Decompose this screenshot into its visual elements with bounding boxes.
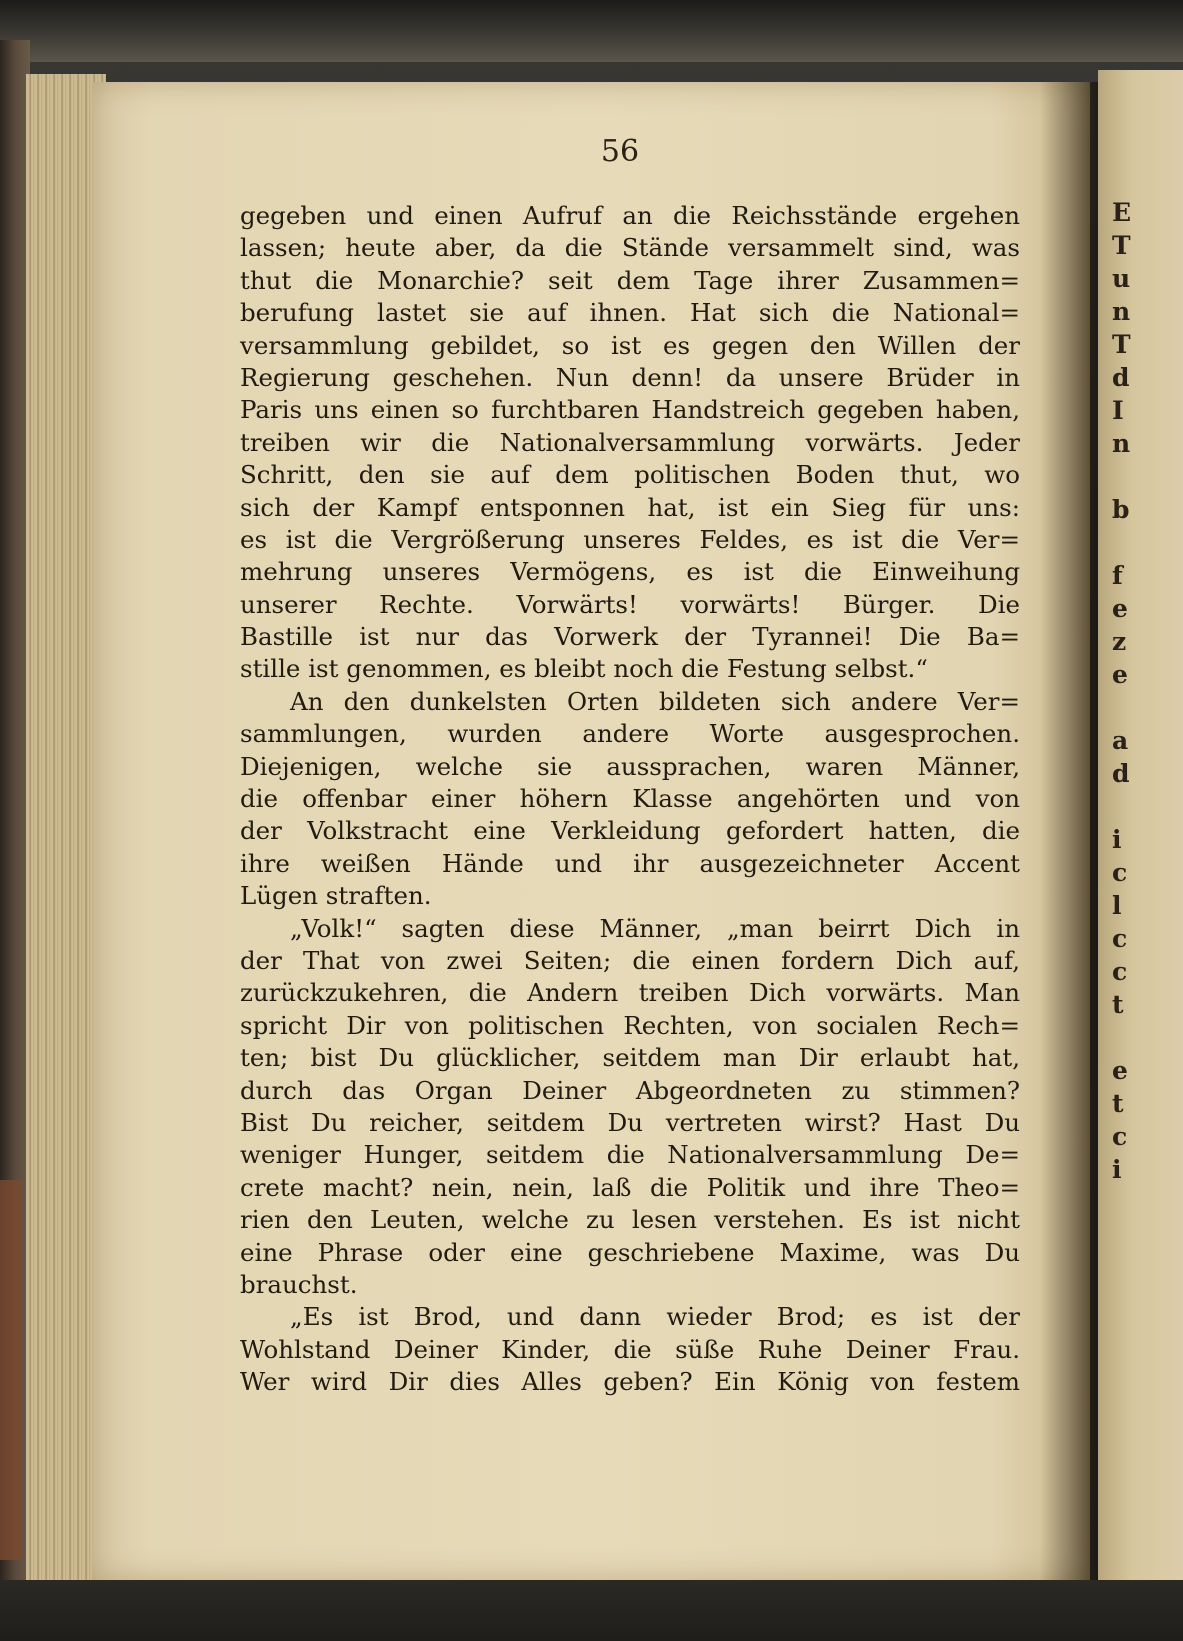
facing-page-fragment <box>1112 1351 1182 1384</box>
text-line: unserer Rechte. Vorwärts! vorwärts! Bürger. Die <box>240 589 1020 619</box>
facing-page-fragment: c <box>1112 924 1128 953</box>
text-line: es ist die Vergrößerung unseres Feldes, es ist die Ver= <box>240 524 1020 554</box>
facing-page-fragment: c <box>1112 957 1128 986</box>
facing-page-fragment: b <box>1112 495 1130 524</box>
text-line: der That von zwei Seiten; die einen fordern Dich auf, <box>240 945 1020 975</box>
facing-page-fragment <box>1112 460 1182 493</box>
facing-page-fragment: e <box>1112 660 1128 689</box>
facing-page-fragment <box>1112 1186 1182 1219</box>
facing-page-fragment <box>1112 1285 1182 1318</box>
text-line: rien den Leuten, welche zu lesen verstehen. Es ist nicht <box>240 1205 1020 1235</box>
text-line: gegeben und einen Aufruf an die Reichsstände ergehen <box>240 201 1020 230</box>
text-line: ten; bist Du glücklicher, seitdem man Dir erlaubt hat, <box>240 1043 1020 1073</box>
facing-page-fragment: i <box>1112 1155 1122 1184</box>
text-line: thut die Monarchie? seit dem Tage ihrer Zusammen= <box>240 265 1020 295</box>
text-line: treiben wir die Nationalversammlung vorwärts. Jeder <box>240 427 1020 457</box>
text-line: An den dunkelsten Orten bildeten sich andere Ver= <box>290 686 1020 716</box>
facing-page-fragment: d <box>1112 759 1130 788</box>
text-line: Diejenigen, welche sie aussprachen, waren Männer, <box>240 751 1020 781</box>
facing-page-fragment <box>1112 790 1182 823</box>
text-line: crete macht? nein, nein, laß die Politik und ihre Theo= <box>240 1172 1020 1202</box>
facing-page-fragment: e <box>1112 1056 1128 1085</box>
facing-page-fragment: c <box>1112 858 1128 887</box>
text-line: Paris uns einen so furchtbaren Handstreich gegeben haben, <box>240 395 1020 425</box>
page-number: 56 <box>600 134 640 169</box>
text-line: ihre weißen Hände und ihr ausgezeichneter Accent <box>240 848 1020 878</box>
facing-page-fragment <box>1112 691 1182 724</box>
text-line: stille ist genommen, es bleibt noch die Festung selbst.“ <box>240 654 928 684</box>
text-line: eine Phrase oder eine geschriebene Maxime, was Du <box>240 1237 1020 1267</box>
text-line: Bastille ist nur das Vorwerk der Tyrannei! Die Ba= <box>240 622 1020 652</box>
facing-page-fragment: I <box>1112 396 1124 425</box>
text-line: Bist Du reicher, seitdem Du vertreten wirst? Hast Du <box>240 1107 1020 1137</box>
facing-page-fragment: c <box>1112 1122 1128 1151</box>
text-line: brauchst. <box>240 1269 358 1299</box>
text-line: weniger Hunger, seitdem die Nationalversammlung De= <box>240 1140 1020 1170</box>
facing-page-fragment <box>1112 1384 1182 1417</box>
book-binding-top <box>0 0 1183 62</box>
facing-page-fragment: a <box>1112 726 1129 755</box>
text-line: zurückzukehren, die Andern treiben Dich vorwärts. Man <box>240 978 1020 1008</box>
text-line: der Volkstracht eine Verkleidung gefordert hatten, die <box>240 816 1020 846</box>
text-line: „Volk!“ sagten diese Männer, „man beirrt Dich in <box>290 913 1020 943</box>
text-line: spricht Dir von politischen Rechten, von socialen Rech= <box>240 1010 1020 1040</box>
dark-background-bottom <box>0 1580 1183 1641</box>
text-line: Lügen straften. <box>240 881 432 911</box>
text-line: die offenbar einer höhern Klasse angehörten und von <box>240 784 1020 814</box>
facing-page-fragment: t <box>1112 990 1124 1019</box>
facing-page-fragment: f <box>1112 561 1123 590</box>
facing-page-fragment <box>1112 1252 1182 1285</box>
body-text <box>240 200 1020 1398</box>
text-line: durch das Organ Deiner Abgeordneten zu stimmen? <box>240 1075 1020 1105</box>
facing-page-fragment: z <box>1112 627 1127 656</box>
facing-page-fragment <box>1112 1219 1182 1252</box>
worn-leather-patch <box>0 1180 22 1560</box>
text-line: Wer wird Dir dies Alles geben? Ein König von festem <box>240 1367 1020 1397</box>
facing-page-fragment: T <box>1112 330 1131 359</box>
facing-page-fragment: e <box>1112 594 1128 623</box>
text-line: berufung lastet sie auf ihnen. Hat sich die National= <box>240 298 1020 328</box>
facing-page-text-fragments <box>1112 196 1182 1417</box>
facing-page-fragment: u <box>1112 264 1131 293</box>
text-line: sammlungen, wurden andere Worte ausgesprochen. <box>240 719 1020 749</box>
text-line: „Es ist Brod, und dann wieder Brod; es ist der <box>290 1302 1020 1332</box>
text-line: sich der Kampf entsponnen hat, ist ein Sieg für uns: <box>240 492 1020 522</box>
facing-page-fragment: n <box>1112 297 1131 326</box>
facing-page-fragment: d <box>1112 363 1130 392</box>
facing-page-fragment <box>1112 1021 1182 1054</box>
facing-page-fragment: i <box>1112 825 1122 854</box>
facing-page-fragment: t <box>1112 1089 1124 1118</box>
text-line: lassen; heute aber, da die Stände versammelt sind, was <box>240 233 1020 263</box>
facing-page-fragment: T <box>1112 231 1131 260</box>
facing-page-fragment: E <box>1112 198 1132 227</box>
text-line: mehrung unseres Vermögens, es ist die Einweihung <box>240 557 1020 587</box>
facing-page-fragment: l <box>1112 891 1122 920</box>
facing-page-fragment <box>1112 526 1182 559</box>
text-line: Wohlstand Deiner Kinder, die süße Ruhe Deiner Frau. <box>240 1334 1020 1364</box>
text-line: versammlung gebildet, so ist es gegen den Willen der <box>240 330 1020 360</box>
text-line: Schritt, den sie auf dem politischen Boden thut, wo <box>240 460 1020 490</box>
facing-page-fragment: n <box>1112 429 1131 458</box>
gutter-shadow <box>1040 82 1100 1580</box>
text-line: Regierung geschehen. Nun denn! da unsere Brüder in <box>240 362 1020 392</box>
facing-page-fragment <box>1112 1318 1182 1351</box>
